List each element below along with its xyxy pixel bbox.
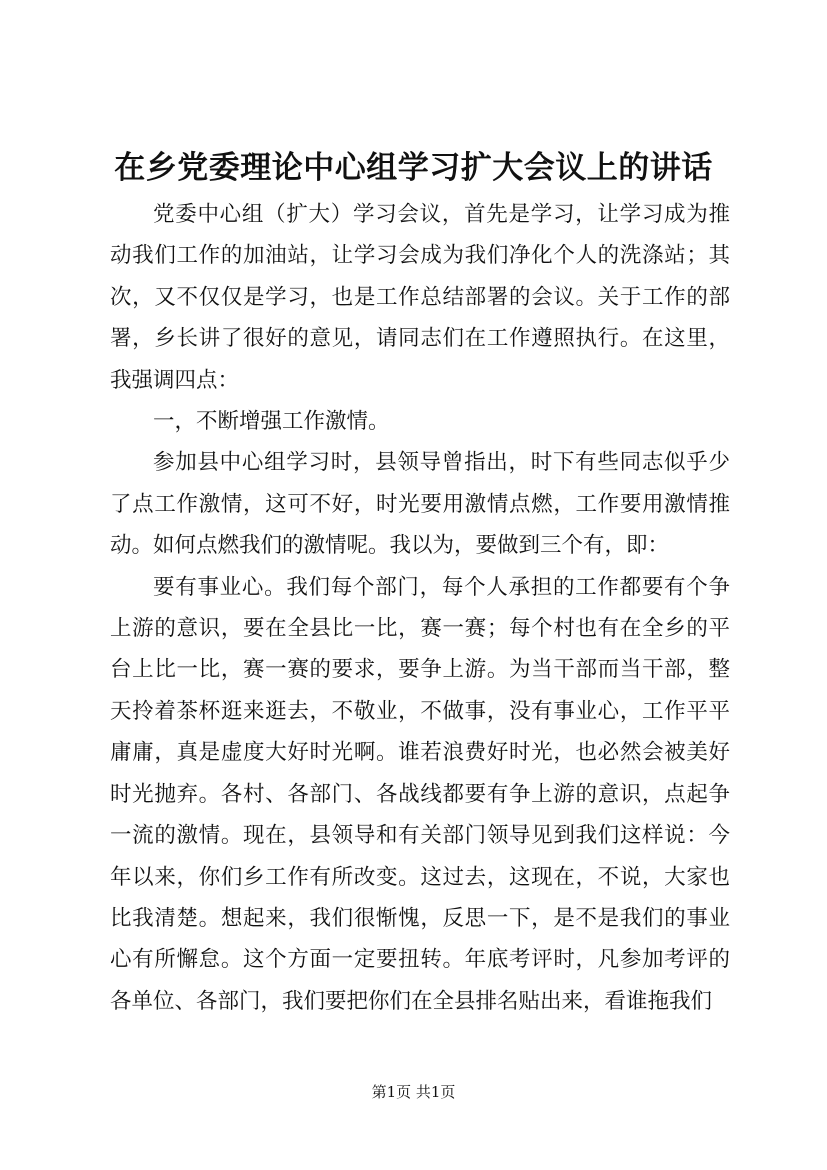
paragraph-intro: 党委中心组（扩大）学习会议，首先是学习，让学习成为推动我们工作的加油站，让学习会成为我们净化个人的洗涤站；其次，又不仅仅是学习，也是工作总结部署的会议。关于工作的部署，乡长讲了很好的意见，请同志们在工作遵照执行。在这里，我强调四点： <box>110 202 730 393</box>
paragraph-passion: 参加县中心组学习时，县领导曾指出，时下有些同志似乎少了点工作激情，这可不好，时光要用激情点燃，工作要用激情推动。如何点燃我们的激情呢。我以为，要做到三个有，即： <box>110 450 730 559</box>
document-title: 在乡党委理论中心组学习扩大会议上的讲话 <box>114 150 713 186</box>
document-body <box>110 194 730 1022</box>
page-footer: 第1页 共1页 <box>371 1083 456 1101</box>
paragraph-heading-one: 一，不断增强工作激情。 <box>153 409 390 435</box>
paragraph-career-heart: 要有事业心。我们每个部门，每个人承担的工作都要有个争上游的意识，要在全县比一比，赛一赛；每个村也有在全乡的平台上比一比，赛一赛的要求，要争上游。为当干部而当干部，整天拎着茶杯逛来逛去，不敬业，不做事，没有事业心，工作平平庸庸，真是虚度大好时光啊。谁若浪费好时光，也必然会被美好时光抛弃。各村、各部门、各战线都要有争上游的意识，点起争一流的激情。现在，县领导和有关部门领导见到我们这样说：今年以来，你们乡工作有所改变。这过去，这现在，不说，大家也比我清楚。想起来，我们很惭愧，反思一下，是不是我们的事业心有所懈怠。这个方面一定要扭转。年底考评时，凡参加考评的各单位、各部门，我们要把你们在全县排名贴出来，看谁拖我们 <box>110 574 730 1014</box>
